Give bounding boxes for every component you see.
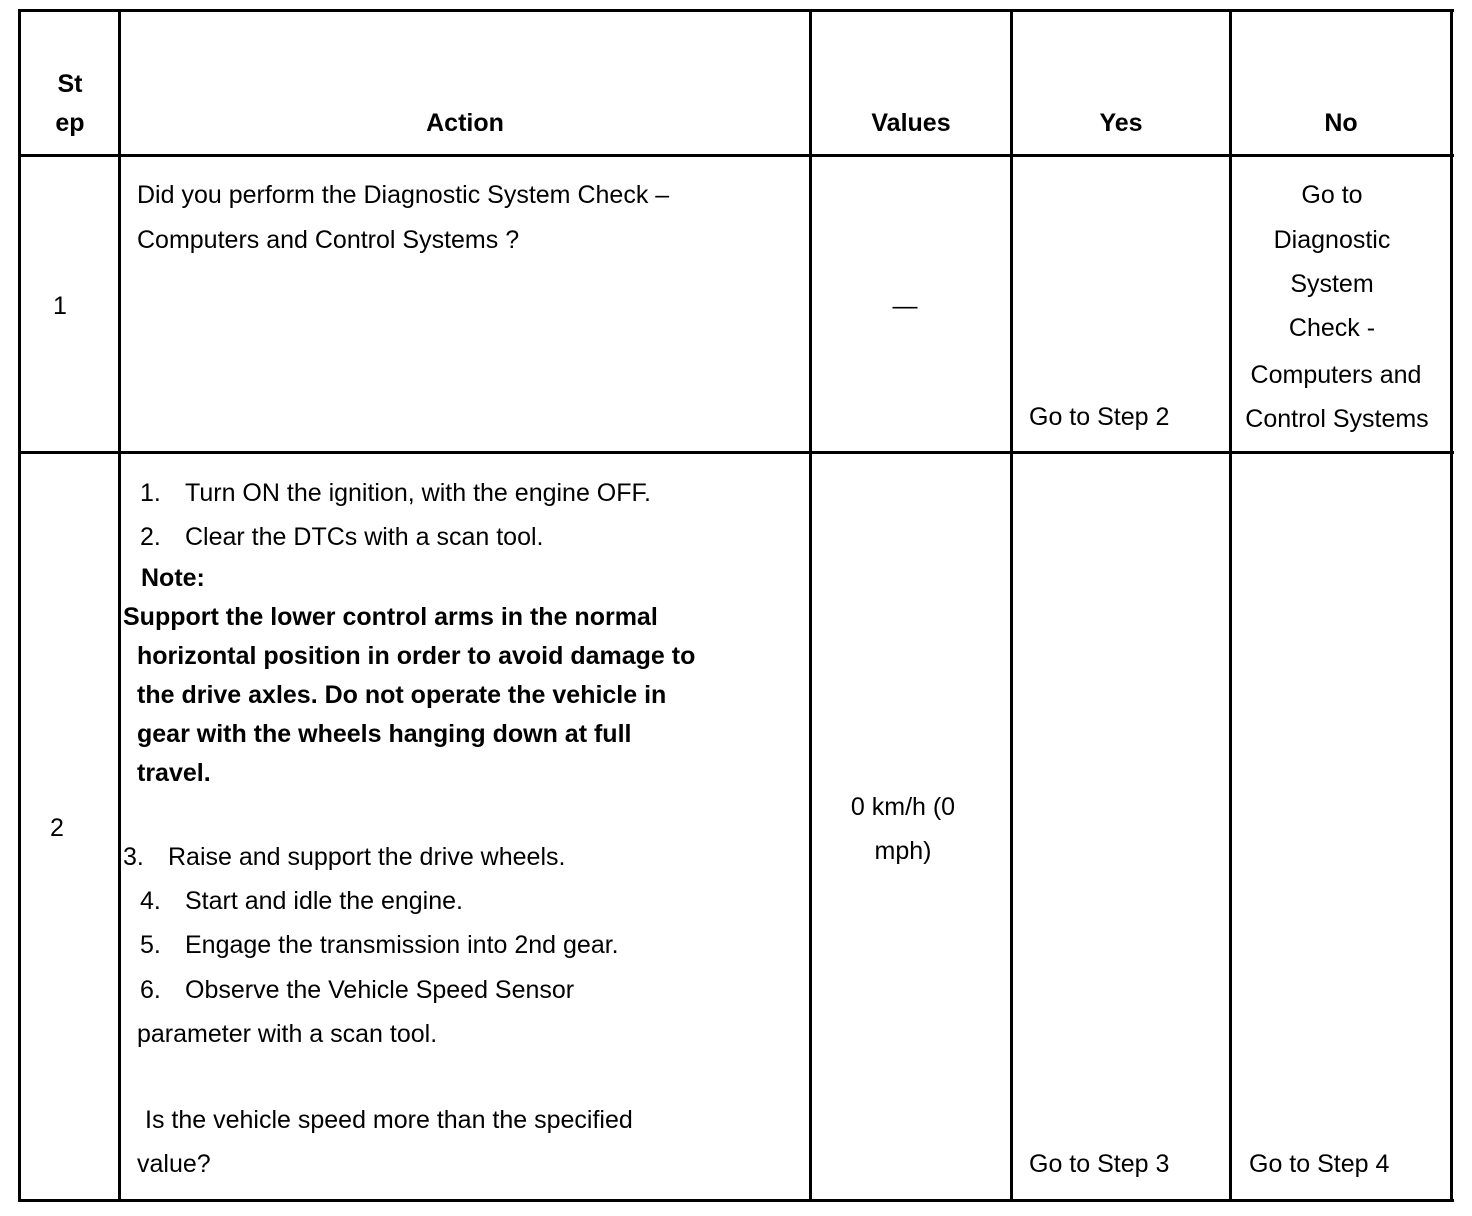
note-label: Note: — [141, 564, 205, 592]
note-text-line: horizontal position in order to avoid damage to — [137, 642, 696, 670]
no-text-line: Go to — [1301, 181, 1363, 209]
no-text-line: Diagnostic — [1273, 226, 1391, 254]
row-divider — [18, 154, 1454, 157]
question-text-line: Is the vehicle speed more than the specified — [145, 1106, 633, 1134]
column-divider — [1450, 9, 1453, 1202]
header-no: No — [1324, 109, 1358, 137]
no-text-line: Control Systems — [1245, 405, 1429, 433]
note-text-line: gear with the wheels hanging down at full — [137, 720, 632, 748]
column-divider — [1010, 9, 1013, 1202]
step-number: 2 — [50, 814, 64, 842]
list-item-text: Engage the transmission into 2nd gear. — [185, 931, 619, 959]
no-text-line: Computers and — [1250, 361, 1422, 389]
list-item-number: 2. — [140, 523, 161, 551]
list-item-continuation: parameter with a scan tool. — [137, 1020, 438, 1048]
list-item-text: Observe the Vehicle Speed Sensor — [185, 976, 575, 1004]
note-text-line: Support the lower control arms in the normal — [123, 603, 658, 631]
yes-link[interactable]: Go to Step 2 — [1029, 403, 1170, 431]
header-step-line1: St — [57, 70, 83, 98]
list-item-text: Turn ON the ignition, with the engine OFF. — [185, 479, 651, 507]
step-number: 1 — [53, 292, 67, 320]
question-text-line: value? — [137, 1150, 211, 1178]
list-item-number: 6. — [140, 976, 161, 1004]
value-text-line: 0 km/h (0 — [850, 793, 956, 821]
value-text: — — [892, 292, 918, 320]
list-item-number: 4. — [140, 887, 161, 915]
no-link[interactable]: Go to Step 4 — [1249, 1150, 1390, 1178]
note-text-line: the drive axles. Do not operate the vehicle in — [137, 681, 667, 709]
yes-link[interactable]: Go to Step 3 — [1029, 1150, 1170, 1178]
header-step-line2: ep — [55, 109, 85, 137]
list-item-text: Clear the DTCs with a scan tool. — [185, 523, 544, 551]
list-item-text: Raise and support the drive wheels. — [168, 843, 566, 871]
value-text-line: mph) — [874, 837, 932, 865]
list-item-number: 3. — [123, 843, 144, 871]
note-text-line: travel. — [137, 759, 211, 787]
column-divider — [118, 9, 121, 1202]
list-item-number: 5. — [140, 931, 161, 959]
list-item-number: 1. — [140, 479, 161, 507]
header-yes: Yes — [1099, 109, 1143, 137]
action-text-line: Computers and Control Systems ? — [137, 226, 520, 254]
no-text-line: System — [1290, 270, 1374, 298]
row-divider — [18, 451, 1454, 454]
column-divider — [809, 9, 812, 1202]
header-values: Values — [871, 109, 951, 137]
header-action: Action — [426, 109, 504, 137]
no-text-line: Check - — [1288, 314, 1376, 342]
list-item-text: Start and idle the engine. — [185, 887, 463, 915]
action-text-line: Did you perform the Diagnostic System Check – — [137, 181, 670, 209]
